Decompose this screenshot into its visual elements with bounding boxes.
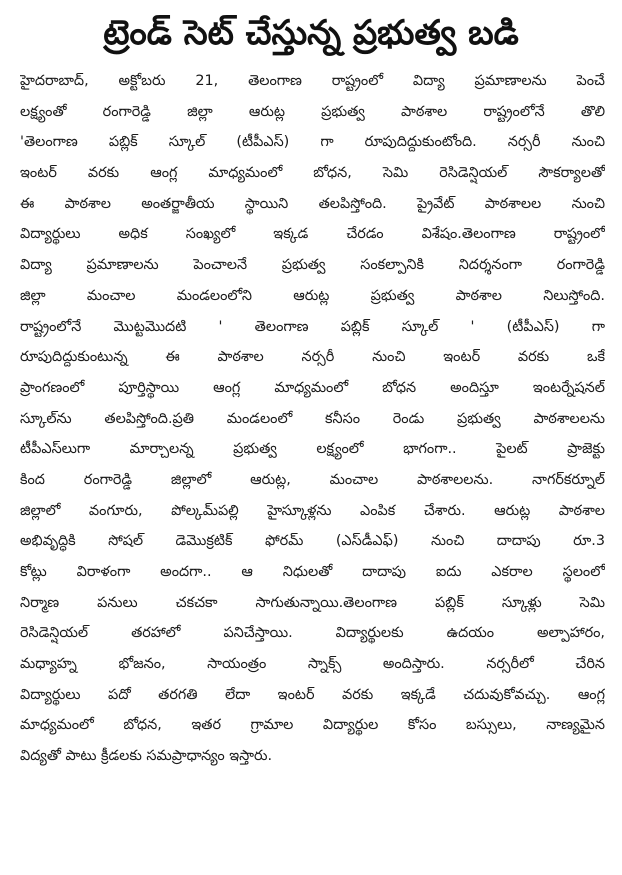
article-line: విద్యార్థులు పదో తరగతి లేదా ఇంటర్ వరకు ఇక్కడే చదువుకోవచ్చు. ఆంగ్ల: [20, 686, 605, 703]
article-line: 'తెలంగాణ పబ్లిక్ స్కూల్ (టీపీఎస్) గా రూపుదిద్దుకుంటోంది. నర్సరీ నుంచి: [20, 134, 605, 151]
article-line: రెసిడెన్షియల్ తరహాలో పనిచేస్తాయి. విద్యార్థులకు ఉదయం అల్పాహారం,: [20, 625, 605, 642]
article-line: జిల్లా మంచాల మండలంలోని ఆరుట్ల ప్రభుత్వ పాఠశాల నిలుస్తోంది.: [20, 287, 605, 304]
article-line: ఈ పాఠశాల అంతర్జాతీయ స్థాయిని తలపిస్తోంది. ప్రైవేట్ పాఠశాలల నుంచి: [20, 195, 605, 212]
article-body: [20, 66, 605, 772]
article-line: లక్ష్యంతో రంగారెడ్డి జిల్లా ఆరుట్ల ప్రభుత్వ పాఠశాల రాష్ట్రంలోనే తొలి: [20, 103, 605, 120]
article-headline: ట్రెండ్ సెట్ చేస్తున్న ప్రభుత్వ బడి: [103, 13, 519, 53]
article-line: మధ్యాహ్న భోజనం, సాయంత్రం స్నాక్స్ అందిస్తారు. నర్సరీలో చేరిన: [20, 656, 605, 673]
article-line: హైదరాబాద్, అక్టోబరు 21, తెలంగాణ రాష్ట్రంలో విద్యా ప్రమాణాలను పెంచే: [20, 73, 605, 89]
article-line: కింద రంగారెడ్డి జిల్లాలో ఆరుట్ల, మంచాల పాఠశాలలను. నాగర్‌కర్నూల్: [20, 471, 605, 488]
article-line: నిర్మాణ పనులు చకచకా సాగుతున్నాయి.తెలంగాణ పబ్లిక్ స్కూళ్లు సెమి: [20, 594, 605, 611]
article-line: అభివృద్ధికి సోషల్ డెమొక్రటిక్ ఫోరమ్ (ఎస్‌డీఎఫ్) నుంచి దాదాపు రూ.3: [20, 533, 605, 550]
article-line: జిల్లాలో వంగూరు, పోల్కమ్‌పల్లి హైస్కూళ్లను ఎంపిక చేశారు. ఆరుట్ల పాఠశాల: [20, 502, 605, 519]
article-line: రాష్ట్రంలోనే మొట్టమొదటి ' తెలంగాణ పబ్లిక్ స్కూల్ ' (టీపీఎస్) గా: [20, 318, 605, 335]
article-line: ప్రాంగణంలో పూర్తిస్థాయి ఆంగ్ల మాధ్యమంలో బోధన అందిస్తూ ఇంటర్నేషనల్: [20, 379, 605, 396]
article-line: విద్యార్థులు అధిక సంఖ్యలో ఇక్కడ చేరడం విశేషం.తెలంగాణ రాష్ట్రంలో: [20, 226, 605, 243]
article-line: రూపుదిద్దుకుంటున్న ఈ పాఠశాల నర్సరీ నుంచి ఇంటర్ వరకు ఒకే: [20, 349, 605, 366]
article-line: టీపీఎస్‌లుగా మార్చాలన్న ప్రభుత్వ లక్ష్యంలో భాగంగా.. పైలట్ ప్రాజెక్టు: [20, 441, 605, 458]
article-line: కోట్లు విరాళంగా అందగా.. ఆ నిధులతో దాదాపు ఐదు ఎకరాల స్థలంలో: [20, 564, 605, 580]
article-line: ఇంటర్ వరకు ఆంగ్ల మాధ్యమంలో బోధన, సెమి రెసిడెన్షియల్ సౌకర్యాలతో: [20, 165, 605, 182]
article-line: విద్యా ప్రమాణాలను పెంచాలనే ప్రభుత్వ సంకల్పానికి నిదర్శనంగా రంగారెడ్డి: [20, 257, 605, 274]
article-line-last: విద్యతో పాటు క్రీడలకు సమప్రాధాన్యం ఇస్తారు.: [20, 748, 273, 765]
article-line: మాధ్యమంలో బోధన, ఇతర గ్రామాల విద్యార్థుల కోసం బస్సులు, నాణ్యమైన: [20, 717, 605, 734]
article-line: స్కూల్‌ను తలపిస్తోంది.ప్రతి మండలంలో కనీసం రెండు ప్రభుత్వ పాఠశాలలను: [20, 410, 605, 427]
